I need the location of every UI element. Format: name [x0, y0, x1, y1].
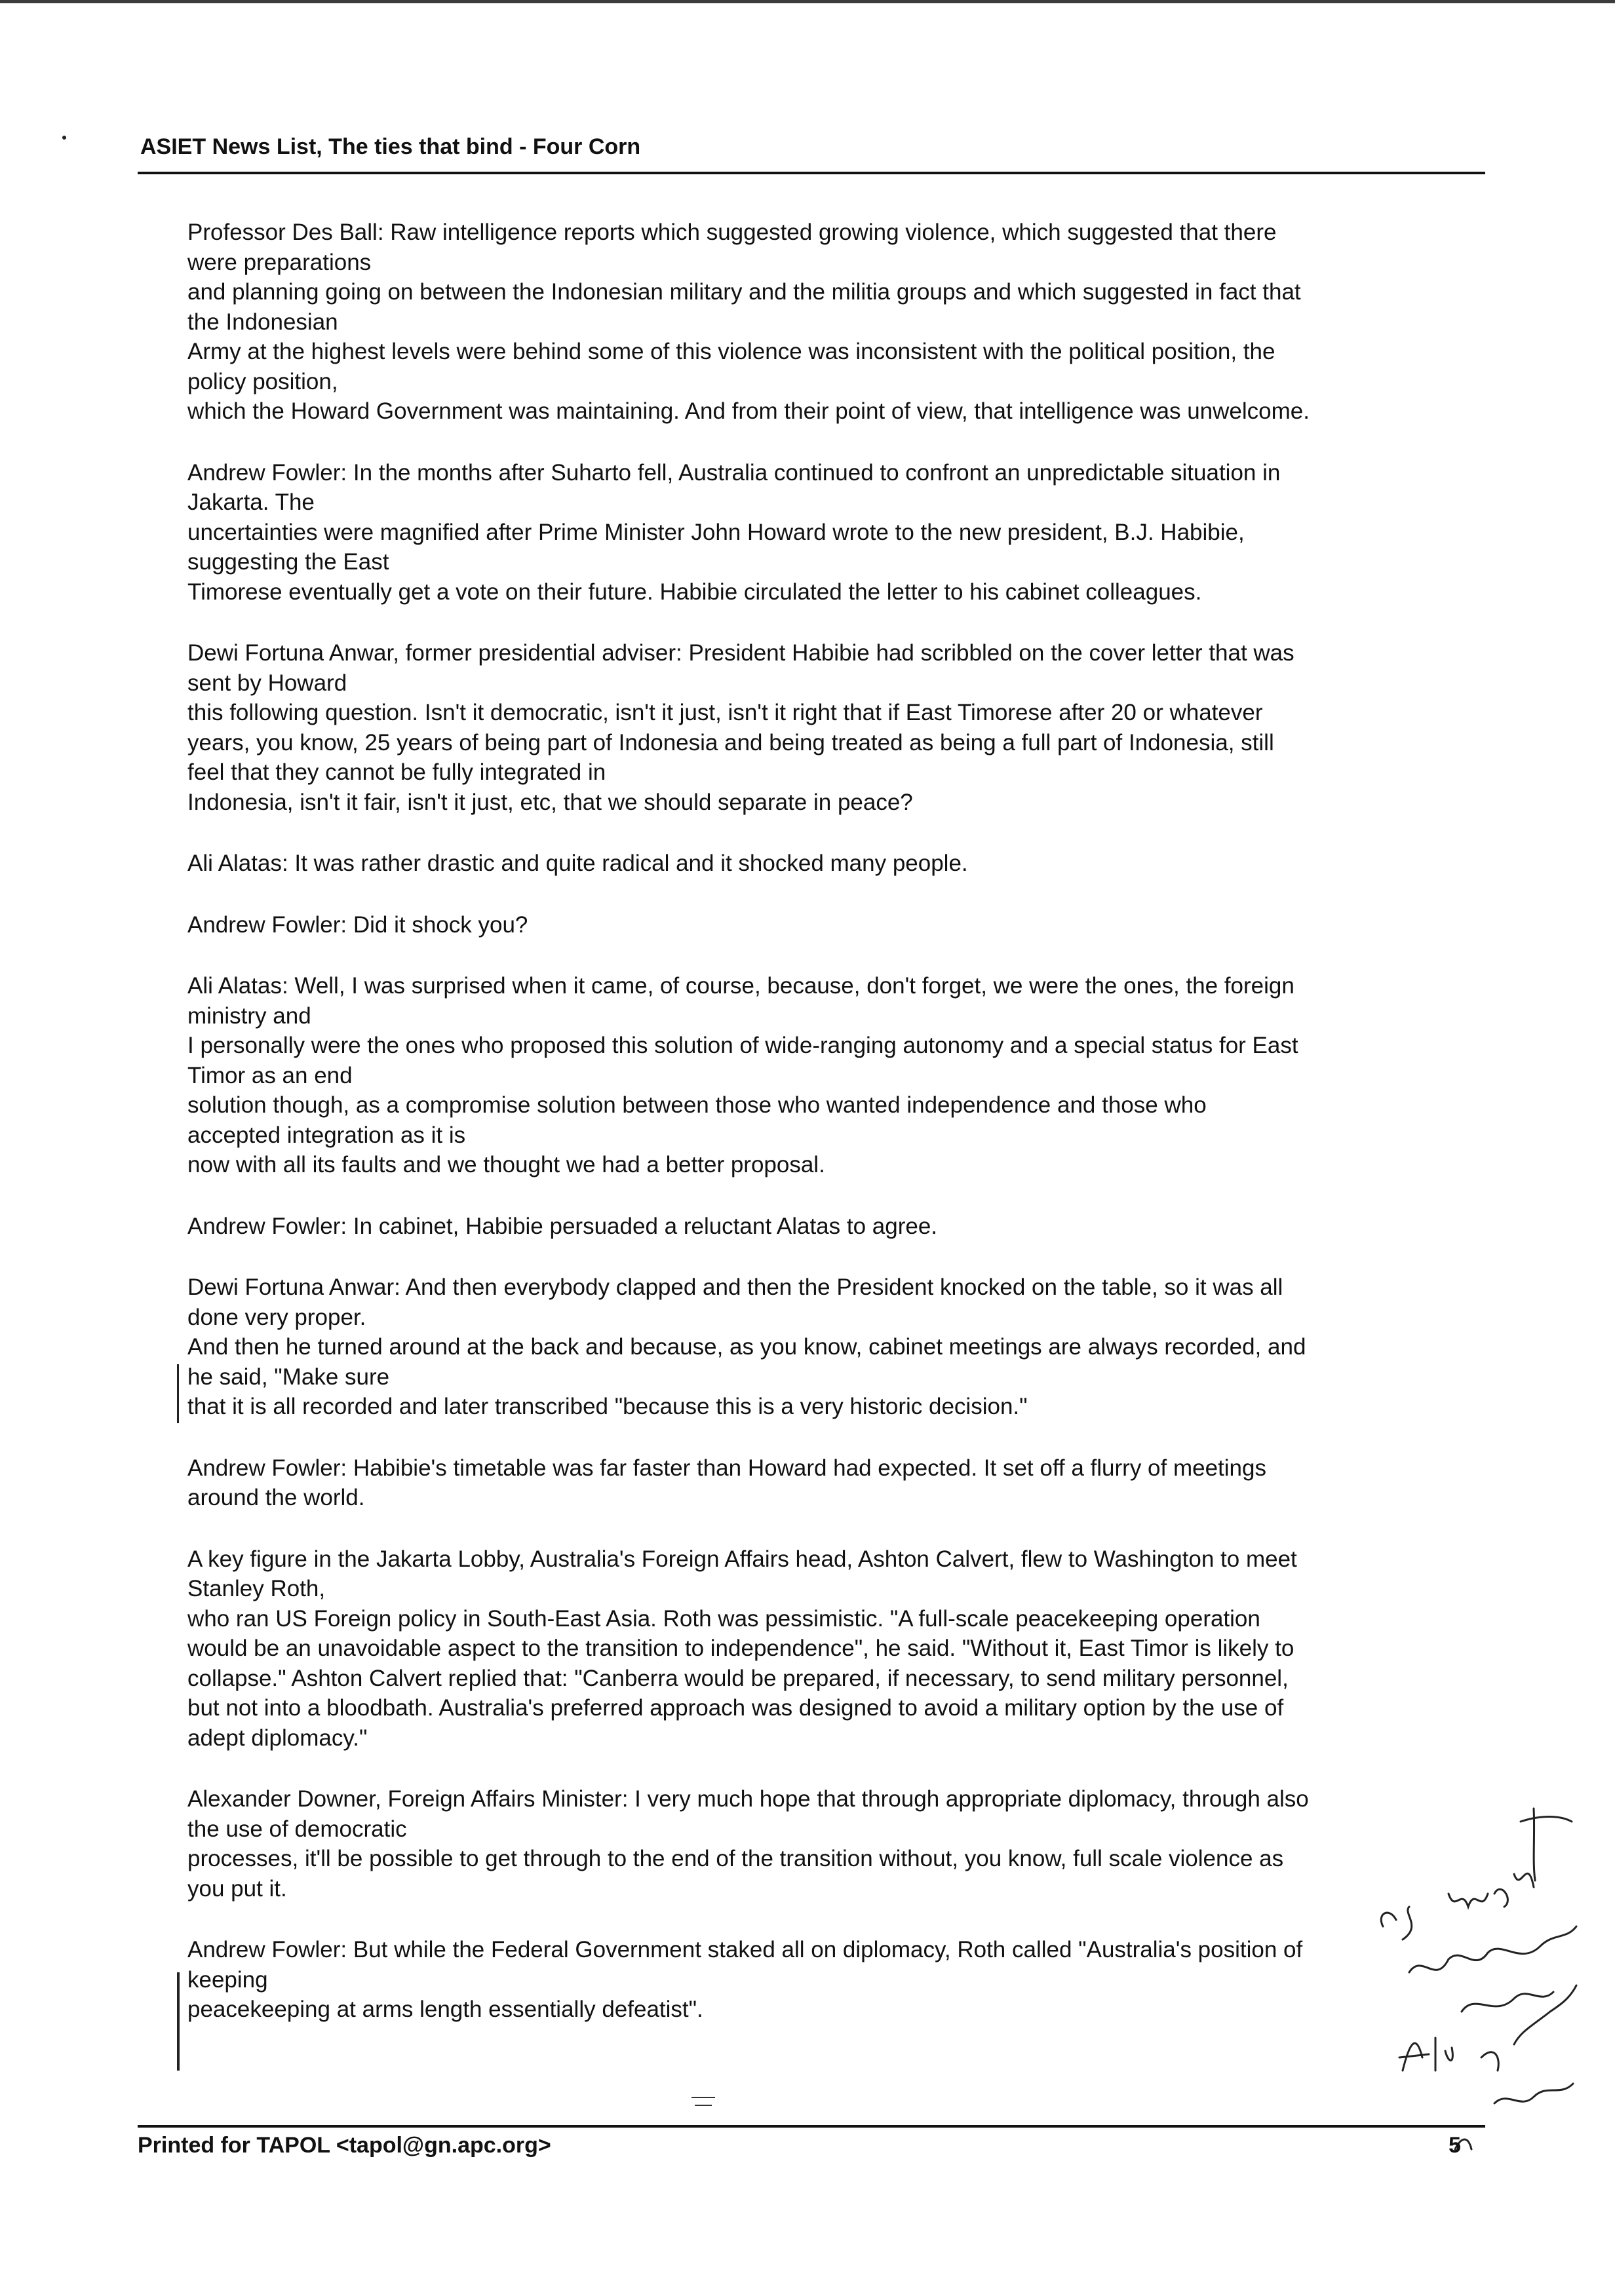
- text-line: Andrew Fowler: Habibie's timetable was far faster than Howard had expected. It set off a flurry of meetings: [187, 1455, 1266, 1481]
- text-line: collapse." Ashton Calvert replied that: "Canberra would be prepared, if necessary, to send military personnel,: [187, 1665, 1289, 1691]
- text-line: Alexander Downer, Foreign Affairs Minister: I very much hope that through appropriate diplomacy, through also: [187, 1786, 1309, 1812]
- text-line: this following question. Isn't it democratic, isn't it just, isn't it right that if East Timorese after 20 or whatever: [187, 700, 1263, 725]
- text-line: and planning going on between the Indonesian military and the militia groups and which suggested in fact that: [187, 279, 1301, 305]
- text-line: but not into a bloodbath. Australia's preferred approach was designed to avoid a military option by the use of: [187, 1695, 1284, 1721]
- text-line: the Indonesian: [187, 309, 338, 335]
- text-line: you put it.: [187, 1875, 287, 1902]
- scan-speck: [691, 2097, 715, 2098]
- document-body: [187, 218, 1433, 2056]
- text-line: now with all its faults and we thought we had a better proposal.: [187, 1152, 825, 1177]
- text-line: sent by Howard: [187, 670, 347, 696]
- page-header: ASIET News List, The ties that bind - Four Corn: [140, 134, 641, 159]
- text-line: I personally were the ones who proposed this solution of wide-ranging autonomy and a special status for East: [187, 1033, 1298, 1058]
- text-line: peacekeeping at arms length essentially defeatist".: [187, 1997, 703, 2022]
- header-rule: [138, 172, 1485, 174]
- text-line: Stanley Roth,: [187, 1576, 326, 1601]
- text-line: around the world.: [187, 1485, 365, 1510]
- scan-speck: [695, 2105, 712, 2106]
- margin-bracket: [177, 1364, 179, 1423]
- paragraph: [187, 218, 1433, 427]
- text-line: ministry and: [187, 1003, 311, 1029]
- text-line: Jakarta. The: [187, 489, 315, 515]
- text-line: would be an unavoidable aspect to the transition to independence", he said. "Without it, East Timor is likely to: [187, 1636, 1294, 1661]
- paragraph: [187, 1212, 1433, 1242]
- text-line: adept diplomacy.": [187, 1725, 368, 1751]
- paragraph: [187, 1935, 1433, 2025]
- text-line: who ran US Foreign policy in South-East Asia. Roth was pessimistic. "A full-scale peacekeeping operation: [187, 1605, 1260, 1632]
- text-line: feel that they cannot be fully integrated in: [187, 759, 606, 785]
- paragraph: [187, 910, 1433, 940]
- text-line: solution though, as a compromise solution between those who wanted independence and those who: [187, 1092, 1207, 1118]
- text-line: Andrew Fowler: In the months after Suharto fell, Australia continued to confront an unpredictable situation in: [187, 459, 1281, 486]
- text-line: keeping: [187, 1966, 268, 1993]
- text-line: suggesting the East: [187, 549, 389, 575]
- page-number-value: 5: [1449, 2133, 1461, 2158]
- text-line: Army at the highest levels were behind some of this violence was inconsistent with the political position, the: [187, 339, 1275, 364]
- text-line: Dewi Fortuna Anwar, former presidential adviser: President Habibie had scribbled on the cover letter that was: [187, 640, 1294, 666]
- text-line: done very proper.: [187, 1304, 366, 1330]
- text-line: he said, "Make sure: [187, 1364, 390, 1390]
- text-line: Timor as an end: [187, 1062, 353, 1088]
- paragraph: [187, 971, 1433, 1180]
- paragraph: [187, 1272, 1433, 1422]
- text-line: which the Howard Government was maintaining. And from their point of view, that intelligence was unwelcome.: [187, 398, 1310, 424]
- text-line: Andrew Fowler: In cabinet, Habibie persuaded a reluctant Alatas to agree.: [187, 1213, 938, 1239]
- paragraph: [187, 458, 1433, 607]
- footer-printed-for: Printed for TAPOL <tapol@gn.apc.org>: [138, 2133, 551, 2158]
- margin-bracket: [177, 1972, 180, 2071]
- text-line: the use of democratic: [187, 1816, 407, 1842]
- text-line: Professor Des Ball: Raw intelligence reports which suggested growing violence, which suggested that there: [187, 220, 1277, 245]
- text-line: Timorese eventually get a vote on their future. Habibie circulated the letter to his cabinet colleagues.: [187, 579, 1202, 605]
- text-line: And then he turned around at the back and because, as you know, cabinet meetings are always recorded, and: [187, 1334, 1306, 1360]
- text-line: were preparations: [187, 249, 372, 275]
- paragraph: [187, 638, 1433, 817]
- text-line: Indonesia, isn't it fair, isn't it just, etc, that we should separate in peace?: [187, 789, 913, 815]
- scan-edge: [0, 0, 1615, 3]
- text-line: Ali Alatas: It was rather drastic and quite radical and it shocked many people.: [187, 851, 968, 876]
- footer-rule: [138, 2125, 1485, 2128]
- paragraph: [187, 849, 1433, 879]
- text-line: policy position,: [187, 368, 338, 394]
- paragraph: [187, 1544, 1433, 1753]
- text-line: A key figure in the Jakarta Lobby, Australia's Foreign Affairs head, Ashton Calvert, flew to Washington to meet: [187, 1546, 1297, 1572]
- paragraph: [187, 1453, 1433, 1513]
- text-line: Dewi Fortuna Anwar: And then everybody clapped and then the President knocked on the table, so it was all: [187, 1274, 1283, 1300]
- text-line: accepted integration as it is: [187, 1122, 466, 1148]
- text-line: years, you know, 25 years of being part of Indonesia and being treated as being a full part of Indonesia, still: [187, 729, 1274, 756]
- text-line: Andrew Fowler: But while the Federal Government staked all on diplomacy, Roth called "Australia's position of: [187, 1937, 1303, 1962]
- text-line: Andrew Fowler: Did it shock you?: [187, 911, 528, 938]
- text-line: Ali Alatas: Well, I was surprised when it came, of course, because, don't forget, we were the ones, the foreign: [187, 973, 1294, 999]
- paragraph: [187, 1784, 1433, 1904]
- scan-speck: [62, 136, 66, 140]
- handwritten-annotation: [1363, 1795, 1586, 2162]
- text-line: uncertainties were magnified after Prime Minister John Howard wrote to the new president, B.J. Habibie,: [187, 519, 1245, 545]
- text-line: processes, it'll be possible to get through to the end of the transition without, you know, full scale violence as: [187, 1846, 1284, 1871]
- page-number: [1449, 2131, 1461, 2160]
- text-line: that it is all recorded and later transcribed "because this is a very historic decision.": [187, 1394, 1028, 1419]
